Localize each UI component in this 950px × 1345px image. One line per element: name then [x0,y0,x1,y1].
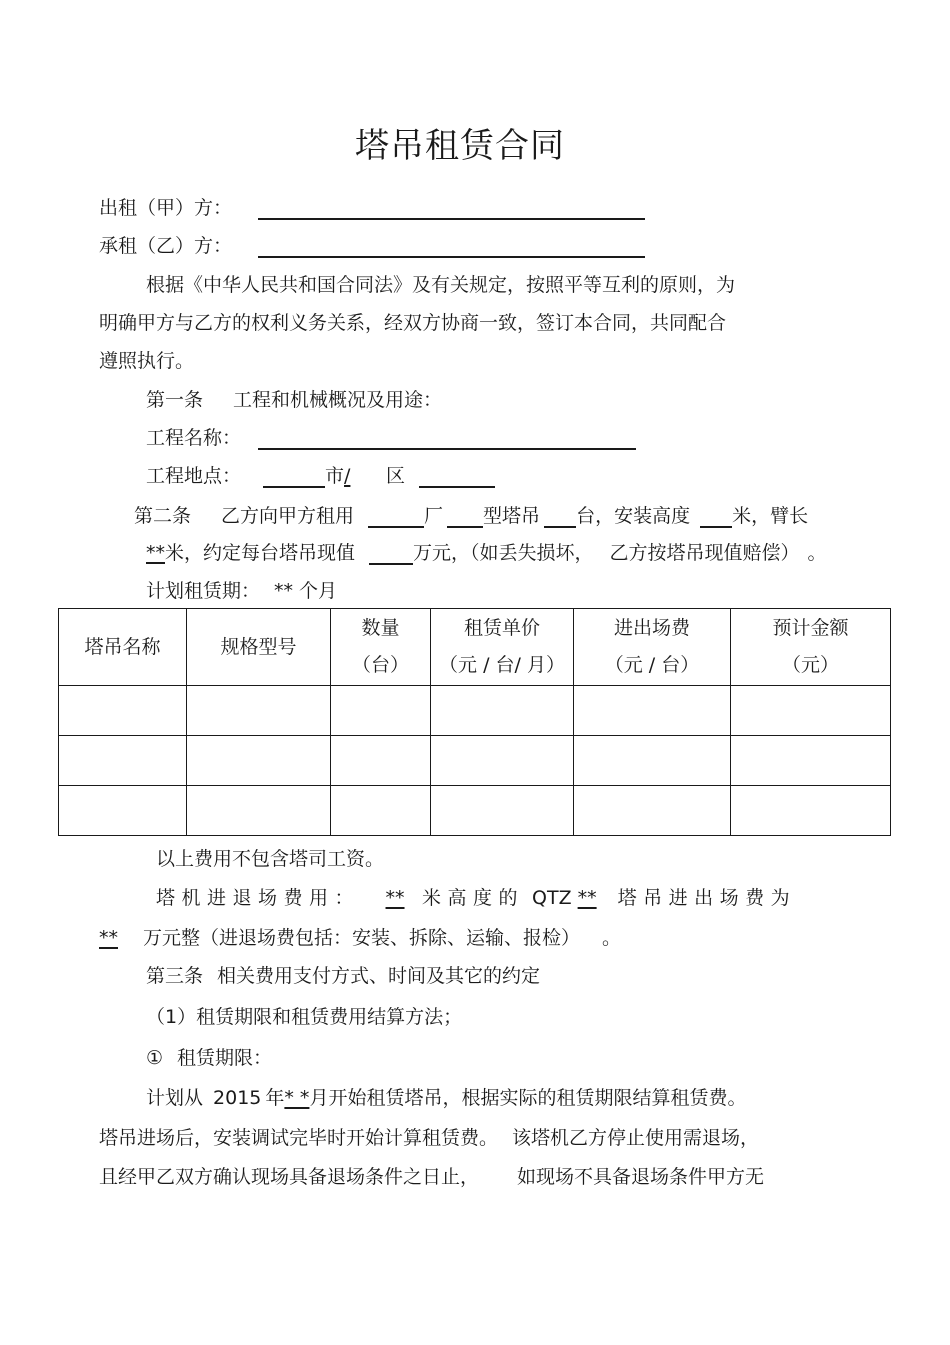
lessor-row [99,196,232,220]
article2-heading: 第二条 [134,505,192,527]
preamble-line-2: 明确甲方与乙方的权利义务关系，经双方协商一致，签订本合同，共同配合 [99,312,727,334]
fee-line-2 [99,926,621,950]
table-cell[interactable] [431,786,574,836]
fee-height-value: ** [385,887,405,909]
city-blank[interactable] [263,466,325,488]
lessee-label: 承租（乙）方： [99,235,233,257]
article3-line-c2: 如现场不具备退场条件甲方无 [517,1166,765,1188]
district-label: 区 [386,465,406,487]
fee-suffix: 塔吊进出场费为 [617,887,797,909]
fee-mid: 米高度的 [422,887,525,909]
table-cell[interactable] [431,736,574,786]
height-blank[interactable] [700,506,732,528]
plan-suffix: 月开始租赁塔吊，根据实际的租赁期限结算租赁费。 [309,1087,747,1109]
article3-sub1-row [146,1046,272,1070]
project-name-blank[interactable] [258,428,636,450]
table-cell[interactable] [431,686,574,736]
district-slash: / [344,465,351,487]
plan-prefix: 计划从 [146,1087,204,1109]
article2-line2: 米，约定每台塔吊现值 [165,542,356,564]
fee-line-1 [156,886,796,910]
project-name-row [146,426,241,450]
table-cell[interactable] [187,736,331,786]
article3-sub1-mark: ① [146,1047,164,1069]
table-row [59,786,891,836]
meters-label: 米，臂长 [732,505,809,527]
page-title: 塔吊租赁合同 [355,126,565,166]
table-cell[interactable] [731,686,891,736]
fee-exclusion-note: 以上费用不包含塔司工资。 [156,848,385,870]
table-cell[interactable] [574,736,731,786]
lessor-blank[interactable] [258,198,645,220]
table-row [59,686,891,736]
rental-period-row [146,579,337,603]
factory-label: 厂 [424,505,444,527]
fee-end-mark: 。 [602,927,622,949]
article3-line-b1: 塔吊进场后，安装调试完毕时开始计算租赁费。 [99,1127,499,1149]
project-name-label: 工程名称： [146,427,242,449]
table-cell[interactable] [574,786,731,836]
article3-line-b2: 该塔机乙方停止使用需退场， [512,1127,760,1149]
article2-end-mark: 。 [807,542,827,564]
table-cell[interactable] [731,786,891,836]
article1-title: 工程和机械概况及用途： [233,389,443,411]
header-crane-name: 塔吊名称 [59,609,187,686]
factory-blank[interactable] [368,506,424,528]
project-location-row [146,464,495,488]
article3-item1: （1）租赁期限和租赁费用结算方法； [146,1006,463,1028]
header-quantity: 数量 （台） [331,609,431,686]
preamble-line-3: 遵照执行。 [99,350,195,372]
article3-line-c [99,1165,764,1189]
plan-year: 2015 [213,1087,262,1109]
table-cell[interactable] [59,736,187,786]
rental-period-value: ** 个月 [274,580,338,602]
plan-start-row [146,1086,746,1110]
article3-title: 相关费用支付方式、时间及其它的约定 [217,965,541,987]
header-in-out-fee: 进出场费 （元 / 台） [574,609,731,686]
table-cell[interactable] [187,686,331,736]
plan-month-value: * * [284,1087,310,1109]
table-cell[interactable] [59,786,187,836]
lessee-row [99,234,232,258]
table-cell[interactable] [59,686,187,736]
article3-sub1: 租赁期限： [177,1047,273,1069]
table-cell[interactable] [331,736,431,786]
table-cell[interactable] [574,686,731,736]
article2-row-2 [146,541,827,565]
units-blank[interactable] [544,506,576,528]
lessee-blank[interactable] [258,236,645,258]
header-unit-price: 租赁单价 （元 / 台/ 月） [431,609,574,686]
table-header-row [59,609,891,686]
fee-line2-text: 万元整（进退场费包括：安装、拆除、运输、报检） [143,927,581,949]
qtz-label: QTZ [532,887,572,909]
header-estimated-amount: 预计金额 （元） [731,609,891,686]
value-suffix: 万元，（如丢失损坏， [413,542,594,564]
article2-rent-prefix: 乙方向甲方租用 [221,505,355,527]
table-cell[interactable] [331,686,431,736]
fee-prefix: 塔机进退场费用： [156,887,361,909]
lessor-label: 出租（甲）方： [99,197,233,219]
compensation-text: 乙方按塔吊现值赔偿） [609,542,800,564]
preamble-line-1: 根据《中华人民共和国合同法》及有关规定，按照平等互利的原则，为 [146,274,736,296]
article3-line-b [99,1126,759,1150]
model-label: 型塔吊 [483,505,541,527]
model-blank[interactable] [447,506,483,528]
arm-length-value: ** [146,542,165,564]
units-label: 台，安装高度 [576,505,691,527]
article2-row-1 [134,504,808,528]
table-cell[interactable] [187,786,331,836]
fee-amount-value: ** [99,927,118,949]
plan-year-unit: 年 [265,1087,285,1109]
table-cell[interactable] [331,786,431,836]
district-blank[interactable] [419,466,495,488]
rental-table [58,608,891,836]
article3-heading: 第三条 [146,965,204,987]
header-spec-model: 规格型号 [187,609,331,686]
rental-period-label: 计划租赁期： [146,580,261,602]
table-row [59,736,891,786]
table-cell[interactable] [731,736,891,786]
value-blank[interactable] [369,543,413,565]
article3-line-c1: 且经甲乙双方确认现场具备退场条件之日止， [99,1166,480,1188]
article1-heading: 第一条 [146,389,204,411]
article3-heading-row [146,964,540,988]
qtz-model-value: ** [577,887,597,909]
project-location-label: 工程地点： [146,465,242,487]
city-label: 市 [325,465,345,487]
article1-heading-row [146,388,442,412]
